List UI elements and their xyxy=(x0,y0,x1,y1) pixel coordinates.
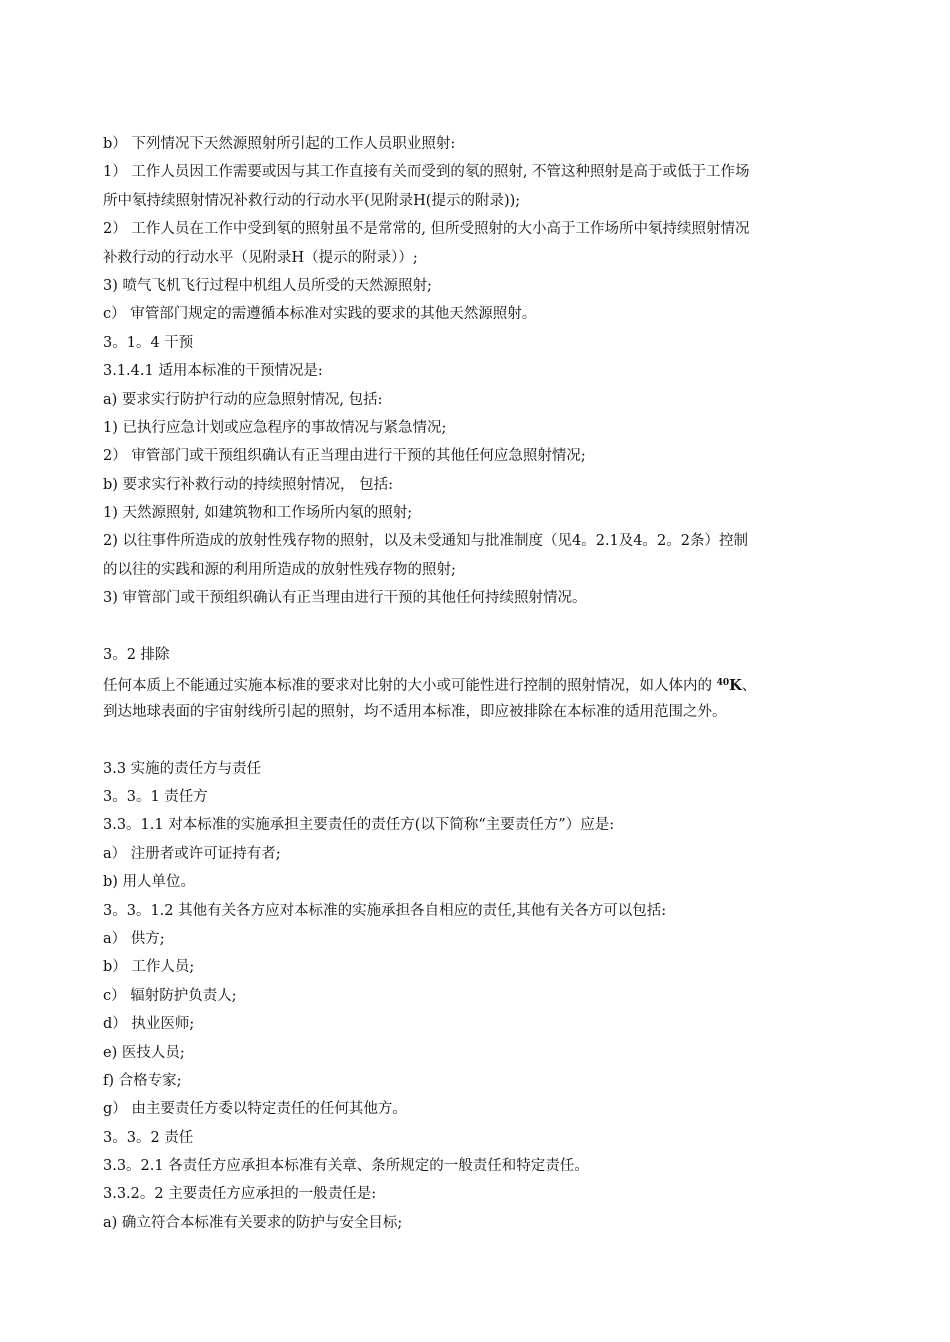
text-line: b） 下列情况下天然源照射所引起的工作人员职业照射: xyxy=(103,136,456,152)
isotope-mass-number: 40 xyxy=(716,678,730,689)
section-block-responsibility xyxy=(103,755,853,1238)
text-line: 的以往的实践和源的利用所造成的放射性残存物的照射; xyxy=(103,561,456,578)
section-block-continued xyxy=(103,130,853,613)
text-line: 2） 审管部门或干预组织确认有正当理由进行干预的其他任何应急照射情况; xyxy=(103,448,586,465)
text-line: 2） 工作人员在工作中受到氡的照射虽不是常常的, 但所受照射的大小高于工作场所中氡持续照射情况 xyxy=(103,221,750,238)
text-line: b) 用人单位。 xyxy=(103,874,196,891)
text-line: 1) 天然源照射, 如建筑物和工作场所内氡的照射; xyxy=(103,505,413,522)
paragraph-gap xyxy=(103,726,853,754)
text-line: 3.3。2.1 各责任方应承担本标准有关章、条所规定的一般责任和特定责任。 xyxy=(103,1158,589,1175)
text-line: d） 执业医师; xyxy=(103,1016,195,1033)
document-page xyxy=(103,130,853,1237)
text-line: g） 由主要责任方委以特定责任的任何其他方。 xyxy=(103,1101,407,1118)
text-line: 3.1.4.1 适用本标准的干预情况是: xyxy=(103,363,323,380)
paragraph-gap xyxy=(103,613,853,641)
text-line: e) 医技人员; xyxy=(103,1044,185,1061)
text-line: 3.3。1.1 对本标准的实施承担主要责任的责任方(以下简称“主要责任方”）应是: xyxy=(103,817,615,834)
text-line: 3) 喷气飞机飞行过程中机组人员所受的天然源照射; xyxy=(103,277,432,294)
paragraph-exclusion-text: 任何本质上不能通过实施本标准的要求对比射的大小或可能性进行控制的照射情况，如人体内的 xyxy=(103,678,712,695)
punctuation: 、 xyxy=(741,678,757,695)
text-line: 3。3。1.2 其他有关各方应对本标准的实施承担各自相应的责任,其他有关各方可以包括: xyxy=(103,902,667,919)
text-line: a） 注册者或许可证持有者; xyxy=(103,845,281,862)
text-line: 3) 审管部门或干预组织确认有正当理由进行干预的其他任何持续照射情况。 xyxy=(103,590,587,607)
text-line: a） 供方; xyxy=(103,930,165,947)
text-line: a) 确立符合本标准有关要求的防护与安全目标; xyxy=(103,1214,403,1231)
paragraph-exclusion-line-2: 到达地球表面的宇宙射线所引起的照射，均不适用本标准，即应被排除在本标准的适用范围之外。 xyxy=(103,703,727,720)
text-line: 3。3。1 责任方 xyxy=(103,788,208,805)
text-line: 2) 以往事件所造成的放射性残存物的照射，以及未受通知与批准制度（见4。2.1及4。2。2条）控制 xyxy=(103,533,748,550)
text-line: a) 要求实行防护行动的应急照射情况, 包括: xyxy=(103,391,383,408)
text-line: b) 要求实行补救行动的持续照射情况， 包括: xyxy=(103,476,394,493)
text-line: 3。1。4 干预 xyxy=(103,334,194,351)
paragraph-exclusion-line-1 xyxy=(103,669,853,697)
text-line: 3.3 实施的责任方与责任 xyxy=(103,760,262,777)
text-line: f) 合格专家; xyxy=(103,1072,182,1089)
text-line: b） 工作人员; xyxy=(103,959,195,976)
isotope-symbol: K xyxy=(729,677,742,695)
section-heading-3-2: 3。2 排除 xyxy=(103,647,170,664)
text-line: 补救行动的行动水平（见附录H（提示的附录））; xyxy=(103,249,418,266)
text-line: 1） 工作人员因工作需要或因与其工作直接有关而受到的氡的照射, 不管这种照射是高于或低于工作场 xyxy=(103,164,750,181)
text-line: c） 辐射防护负责人; xyxy=(103,987,237,1004)
text-line: c） 审管部门规定的需遵循本标准对实践的要求的其他天然源照射。 xyxy=(103,306,537,323)
text-line: 3.3.2。2 主要责任方应承担的一般责任是: xyxy=(103,1186,377,1203)
text-line: 3。3。2 责任 xyxy=(103,1129,194,1146)
text-line: 所中氡持续照射情况补救行动的行动水平(见附录H(提示的附录)); xyxy=(103,192,521,209)
text-line: 1) 已执行应急计划或应急程序的事故情况与紧急情况; xyxy=(103,419,447,436)
